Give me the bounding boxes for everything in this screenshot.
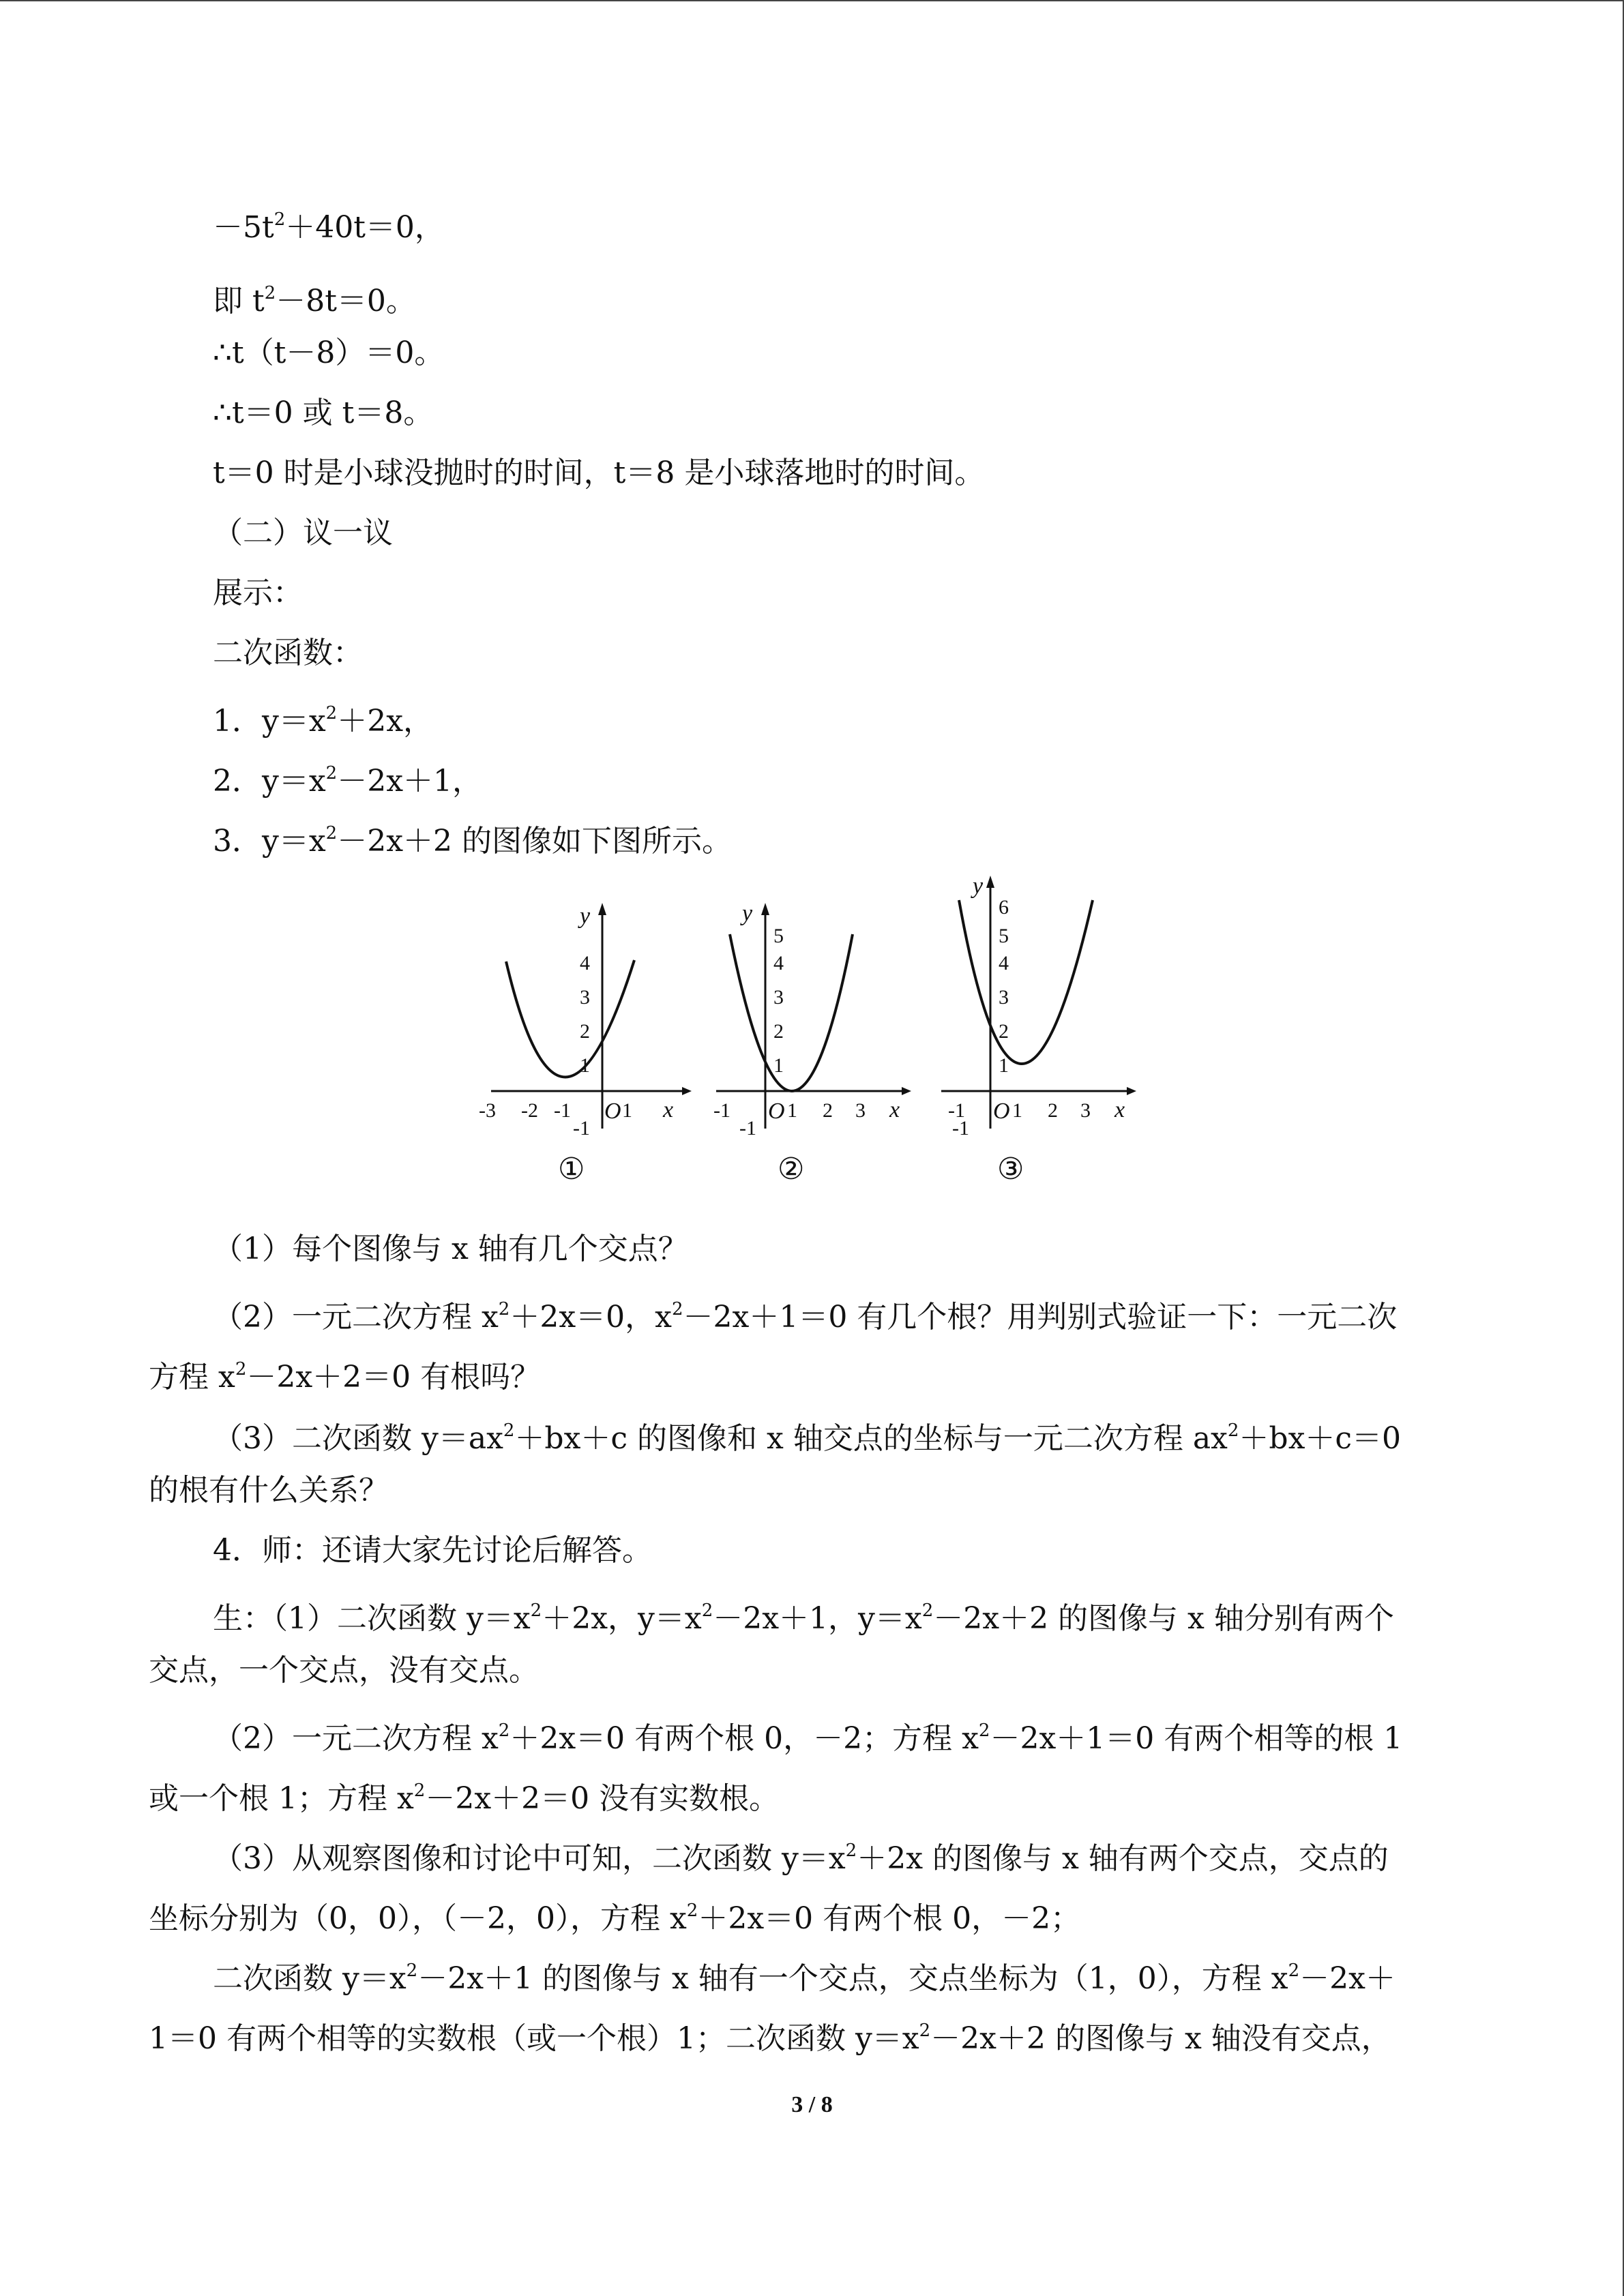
- section-heading: （二）议一议: [213, 516, 393, 550]
- text-line-8: 二次函数：: [213, 636, 363, 670]
- graph-3: [934, 866, 1139, 1148]
- graph-3-ytick: 6: [999, 896, 1009, 919]
- graph-1-xtick: -2: [521, 1099, 538, 1122]
- graph-1-xtick: -3: [479, 1099, 496, 1122]
- text-line-5: t＝0 时是小球没抛时的时间，t＝8 是小球落地时的时间。: [213, 456, 985, 490]
- graph-2-ytick: 1: [773, 1054, 784, 1077]
- graph-1-ytick: 2: [580, 1020, 590, 1043]
- graph-2-xtick: 1: [787, 1099, 797, 1122]
- question-2-line-2: 方程 $x^2-2x+2=0$ 有根吗？: [149, 1359, 541, 1395]
- graph-3-y-label: y: [973, 874, 984, 899]
- answer-2-line-1: （2）一元二次方程 $x^2+2x=0$ 有两个根 0，－2；方程 $x^2-2x+1=0$ 有两个相等的根 1: [213, 1720, 1403, 1756]
- graph-2-caption: ②: [778, 1152, 805, 1187]
- answer-4-line-2: 1＝0 有两个相等的实数根（或一个根）1；二次函数 $y=x^2-2x+2$ 的图像与 x 轴没有交点，: [149, 2021, 1391, 2056]
- graph-2-ytick: 5: [773, 925, 784, 947]
- graph-3-ytick: 3: [999, 986, 1009, 1009]
- graph-1-ytick: 4: [580, 952, 590, 974]
- graph-3-xtick: 3: [1080, 1099, 1091, 1122]
- graph-1-svg: [477, 893, 696, 1146]
- graph-3-xtick: -1: [948, 1099, 965, 1122]
- graph-3-ytick: 4: [999, 952, 1009, 974]
- graph-1-x-label: x: [663, 1097, 674, 1122]
- function-item-2: 2．$y=x^2-2x+1$，: [213, 763, 483, 799]
- graph-1-ytick: -1: [573, 1117, 590, 1139]
- graph-3-ytick: -1: [952, 1117, 969, 1139]
- page-number: 3 / 8: [791, 2092, 833, 2117]
- graph-1-y-label: y: [580, 904, 591, 929]
- graph-2-ytick: 3: [773, 986, 784, 1009]
- question-3-line-2: 的根有什么关系？: [149, 1473, 389, 1508]
- graph-1-ytick: 3: [580, 986, 590, 1009]
- graph-2-xtick: -1: [713, 1099, 730, 1122]
- answer-1-line-2: 交点，一个交点，没有交点。: [149, 1653, 539, 1688]
- text-line-4: ∴t＝0 或 t＝8。: [213, 396, 434, 430]
- answer-2-line-2: 或一个根 1；方程 $x^2-2x+2=0$ 没有实数根。: [149, 1780, 780, 1816]
- teacher-prompt: 4．师：还请大家先讨论后解答。: [213, 1533, 652, 1568]
- graph-3-origin: O: [993, 1099, 1010, 1124]
- graph-2-xtick: 2: [823, 1099, 833, 1122]
- text-line-7: 展示：: [213, 576, 303, 610]
- top-border: [0, 0, 1624, 1]
- question-3-line-1: （3）二次函数 $y=ax^2+bx+c$ 的图像和 x 轴交点的坐标与一元二次方程 $ax^2+bx+c=0$: [213, 1420, 1402, 1456]
- text-line-2: 即 $t^2-8t=0$。: [213, 283, 416, 318]
- answer-4-line-1: 二次函数 $y=x^2-2x+1$ 的图像与 x 轴有一个交点，交点坐标为（1，0），方程 $x^2-2x+$: [213, 1960, 1396, 1996]
- graph-2-ytick: 4: [773, 952, 784, 974]
- graph-2-ytick: -1: [739, 1117, 756, 1139]
- answer-1-line-1: 生：（1）二次函数 $y=x^2+2x$，$y=x^2-2x+1$，$y=x^2-2x+2$ 的图像与 x 轴分别有两个: [213, 1600, 1394, 1636]
- question-2-line-1: （2）一元二次方程 $x^2+2x=0$，$x^2-2x+1=0$ 有几个根？用判别式验证一下：一元二次: [213, 1299, 1398, 1335]
- text-line-3: ∴t（t－8）＝0。: [213, 336, 445, 370]
- function-item-1: 1．$y=x^2+2x$，: [213, 703, 434, 739]
- answer-3-line-1: （3）从观察图像和讨论中可知，二次函数 $y=x^2+2x$ 的图像与 x 轴有两个交点，交点的: [213, 1840, 1389, 1876]
- graph-1-origin: O: [604, 1099, 621, 1124]
- graph-1-xtick: -1: [554, 1099, 571, 1122]
- graph-2-y-label: y: [742, 901, 753, 926]
- graph-2-origin: O: [768, 1099, 785, 1124]
- graph-3-caption: ③: [997, 1152, 1024, 1187]
- answer-3-line-2: 坐标分别为（0，0），（－2，0），方程 $x^2+2x=0$ 有两个根 0，－2；: [149, 1900, 1081, 1936]
- question-1: （1）每个图像与 x 轴有几个交点？: [213, 1232, 688, 1266]
- graph-1-ytick: 1: [580, 1054, 590, 1077]
- graph-2-ytick: 2: [773, 1020, 784, 1043]
- graph-1-caption: ①: [558, 1152, 585, 1187]
- text-line-1: $-5t^2+40t=0$，: [213, 209, 445, 245]
- graph-3-xtick: 1: [1012, 1099, 1022, 1122]
- graph-2: [709, 893, 914, 1148]
- graph-1-xtick: 1: [622, 1099, 632, 1122]
- graph-3-xtick: 2: [1048, 1099, 1058, 1122]
- graph-3-ytick: 1: [999, 1054, 1009, 1077]
- graph-2-xtick: 3: [855, 1099, 866, 1122]
- graph-3-ytick: 5: [999, 925, 1009, 947]
- graph-3-ytick: 2: [999, 1020, 1009, 1043]
- function-item-3: 3．$y=x^2-2x+2$ 的图像如下图所示。: [213, 823, 733, 859]
- graph-2-svg: [709, 893, 914, 1146]
- graph-3-svg: [934, 866, 1139, 1146]
- graph-1: [477, 893, 696, 1148]
- graph-3-x-label: x: [1114, 1097, 1125, 1122]
- graph-2-x-label: x: [889, 1097, 900, 1122]
